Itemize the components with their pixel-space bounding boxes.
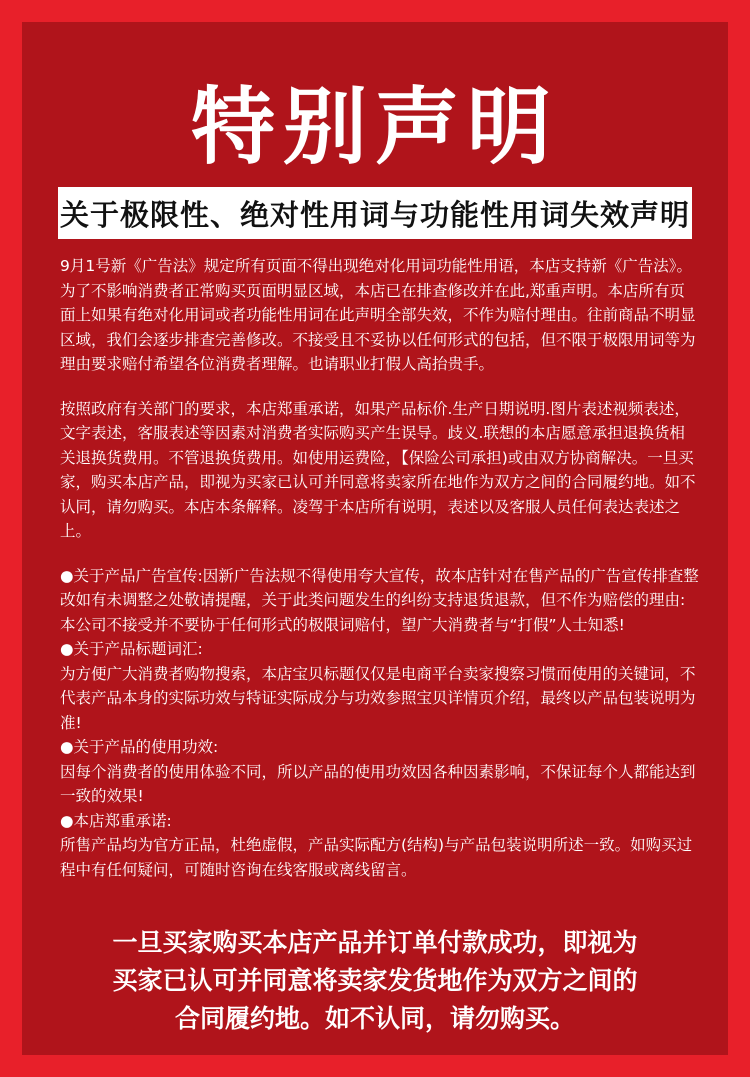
closing-line: 买家已认可并同意将卖家发货地作为双方之间的 xyxy=(112,966,638,995)
closing-line: 合同履约地。如不认同，请勿购买。 xyxy=(174,1004,575,1033)
statement-panel xyxy=(22,22,728,1055)
note-efficacy-heading: ●关于产品的使用功效: xyxy=(60,738,219,756)
note-title-heading: ●关于产品标题词汇: xyxy=(60,640,203,658)
paragraph-advertising-law: 9月1号新《广告法》规定所有页面不得出现绝对化用词功能性用语，本店支持新《广告法》。为了不影响消费者正常购买页面明显区域，本店已在排查修改并在此,郑重声明。本店所有页面上如果有绝对化用词或者功能性用词在此声明全部失效，不作为赔付理由。往前商品不明显区域，我们会逐步排查完善修改。不接受且不妥协以任何形式的包括，但不限于极限用词等为理由要求赔付希望各位消费者理解。也请职业打假人高抬贵手。 xyxy=(60,257,696,373)
note-promise-heading: ●本店郑重承诺: xyxy=(60,811,172,830)
note-advertising: ●关于产品广告宣传:因新广告法规不得使用夸大宣传，故本店针对在售产品的广告宣传排查整改如有未调整之处敬请提醒，关于此类问题发生的纠纷支持退货退款，但不作为赔偿的理由:本公司不接受并不要协于任何形式的极限词赔付，望广大消费者与“打假”人士知悉! xyxy=(60,566,699,634)
closing-statement xyxy=(22,924,728,1038)
note-efficacy-body: 因每个消费者的使用体验不同，所以产品的使用功效因各种因素影响，不保证每个人都能达到一致的效果! xyxy=(60,762,696,805)
subtitle-banner xyxy=(58,187,692,239)
note-title-body: 为方便广大消费者购物搜索，本店宝贝标题仅仅是电商平台卖家搜察习惯而使用的关键词，不代表产品本身的实际功效与特证实际成分与功效参照宝贝详情页介绍，最终以产品包装说明为准! xyxy=(60,664,696,732)
paragraph-commitment: 按照政府有关部门的要求，本店郑重承诺，如果产品标价.生产日期说明.图片表述视频表述，文字表述，客服表述等因素对消费者实际购买产生误导。歧义.联想的本店愿意承担退换货相关退换货费用。不管退换货费用。如使用运费险，【保险公司承担)或由双方协商解决。一旦买家，购买本店产品，即视为买家已认可并同意将卖家所在地作为双方之间的合同履约地。如不认同，请勿购买。本店本条解释。凌驾于本店所有说明，表述以及客服人员任何表达表述之上。 xyxy=(60,399,696,540)
note-promise-body: 所售产品均为官方正品，杜绝虚假，产品实际配方(结构)与产品包装说明所述一致。如购买过程中有任何疑问，可随时咨询在线客服或离线留言。 xyxy=(60,836,693,879)
statement-body xyxy=(60,254,700,882)
page-title: 特别声明 xyxy=(190,78,559,176)
notes-list xyxy=(60,564,700,883)
subtitle-text: 关于极限性、绝对性用词与功能性用词失效声明 xyxy=(59,197,690,232)
closing-line: 一旦买家购买本店产品并订单付款成功，即视为 xyxy=(112,928,638,957)
